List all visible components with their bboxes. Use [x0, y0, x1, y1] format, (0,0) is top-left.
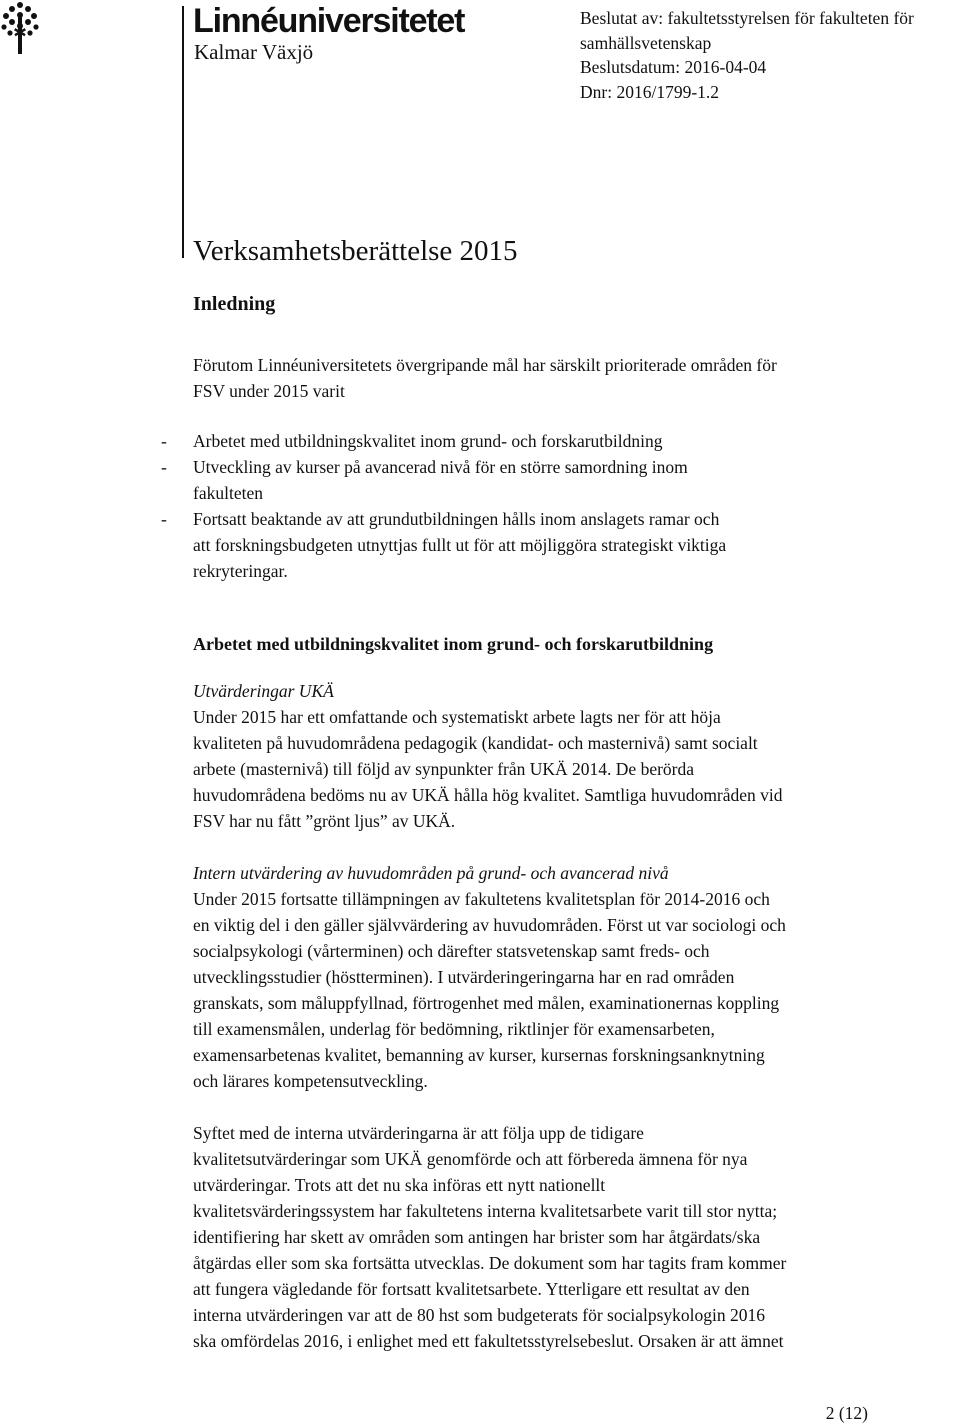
text-line: kvaliteten på huvudområdena pedagogik (kandidat- och masternivå) samt socialt	[193, 733, 758, 753]
section-heading: Arbetet med utbildningskvalitet inom grund- och forskarutbildning	[193, 634, 714, 654]
text-line: Under 2015 fortsatte tillämpningen av fakultetens kvalitetsplan för 2014-2016 och	[193, 889, 770, 909]
text-line: att fungera vägledande för fortsatt kvalitetsarbete. Ytterligare ett resultat av den	[193, 1279, 750, 1299]
text-line: Under 2015 har ett omfattande och systematiskt arbete lagts ner för att höja	[193, 707, 721, 727]
internal-evaluation-paragraph	[193, 886, 883, 1094]
text-line: att forskningsbudgeten utnyttjas fullt ut för att möjliggöra strategiskt viktiga	[193, 535, 727, 555]
text-line: ska omfördelas 2016, i enlighet med ett fakultetsstyrelsebeslut. Orsaken är att ämnet	[193, 1331, 784, 1351]
document-title: Verksamhetsberättelse 2015	[193, 235, 518, 267]
text-line: examensarbetenas kvalitet, bemanning av kurser, kursernas forskningsanknytning	[193, 1045, 765, 1065]
text-line: till examensmålen, underlag för bedömning, riktlinjer för examensarbeten,	[193, 1019, 715, 1039]
logo-divider	[182, 6, 184, 258]
university-cities: Kalmar Växjö	[194, 40, 314, 64]
internal-evaluation-subheading: Intern utvärdering av huvudområden på grund- och avancerad nivå	[193, 863, 669, 883]
text-line: Syftet med de interna utvärderingarna är att följa upp de tidigare	[193, 1123, 644, 1143]
priority-list	[127, 428, 883, 584]
dash-bullet: -	[161, 457, 167, 477]
text-line: huvudområdena bedöms nu av UKÄ hålla hög kvalitet. Samtliga huvudområden vid	[193, 785, 783, 805]
list-item	[127, 428, 883, 454]
text-line: granskats, som måluppfyllnad, förtrogenhet med målen, examinationernas koppling	[193, 993, 780, 1013]
list-item	[127, 506, 883, 584]
text-line: socialpsykologi (vårterminen) och därefter statsvetenskap samt freds- och	[193, 941, 710, 961]
dash-bullet: -	[161, 431, 167, 451]
text-line: kvalitetsutvärderingar som UKÄ genomförde och att förbereda ämnena för nya	[193, 1149, 748, 1169]
text-line: arbete (masternivå) till följd av synpunkter från UKÄ 2014. De berörda	[193, 759, 695, 779]
meta-decided-by-cont: samhällsvetenskap	[580, 32, 712, 53]
dash-bullet: -	[161, 509, 167, 529]
text-line: fakulteten	[193, 483, 263, 503]
text-line: Utveckling av kurser på avancerad nivå för en större samordning inom	[193, 457, 688, 477]
meta-decision-date: Beslutsdatum: 2016-04-04	[580, 57, 767, 77]
page-number: 2 (12)	[825, 1403, 868, 1423]
text-line: utvärderingar. Trots att det nu ska införas ett nytt nationellt	[193, 1175, 606, 1195]
meta-reference-number: Dnr: 2016/1799-1.2	[580, 81, 720, 102]
list-item	[127, 454, 883, 506]
text-line: en viktig del i den gäller självvärdering av huvudområden. Först ut var sociologi och	[193, 915, 786, 935]
decision-metadata	[580, 6, 960, 104]
text-line: Fortsatt beaktande av att grundutbildningen hålls inom anslagets ramar och	[193, 509, 720, 529]
text-line: utvecklingsstudier (höstterminen). I utvärderingeringarna har en rad områden	[193, 967, 735, 987]
intro-heading: Inledning	[193, 293, 276, 315]
university-tree-logo-icon	[0, 0, 40, 56]
text-line: FSV under 2015 varit	[193, 381, 345, 401]
uka-subheading: Utvärderingar UKÄ	[193, 681, 334, 701]
uka-paragraph	[193, 704, 883, 834]
text-line: interna utvärderingen var att de 80 hst som budgeterats för socialpsykologin 2016	[193, 1305, 766, 1325]
text-line: Arbetet med utbildningskvalitet inom grund- och forskarutbildning	[193, 431, 663, 451]
text-line: identifiering har skett av områden som antingen har brister som har åtgärdats/ska	[193, 1227, 761, 1247]
university-name: Linnéuniversitetet	[193, 2, 465, 40]
meta-decided-by: Beslutat av: fakultetsstyrelsen för fakulteten för	[580, 8, 914, 28]
text-line: kvalitetsvärderingssystem har fakultetens interna kvalitetsarbete varit till stor nytta;	[193, 1201, 778, 1221]
purpose-paragraph	[193, 1120, 883, 1354]
text-line: rekryteringar.	[193, 561, 288, 581]
text-line: FSV har nu fått ”grönt ljus” av UKÄ.	[193, 811, 456, 831]
text-line: och lärares kompetensutveckling.	[193, 1071, 428, 1091]
intro-paragraph	[193, 352, 883, 404]
text-line: Förutom Linnéuniversitetets övergripande mål har särskilt prioriterade områden för	[193, 355, 777, 375]
text-line: åtgärdas eller som ska fortsätta utvecklas. De dokument som har tagits fram kommer	[193, 1253, 787, 1273]
document-body	[161, 290, 883, 1354]
